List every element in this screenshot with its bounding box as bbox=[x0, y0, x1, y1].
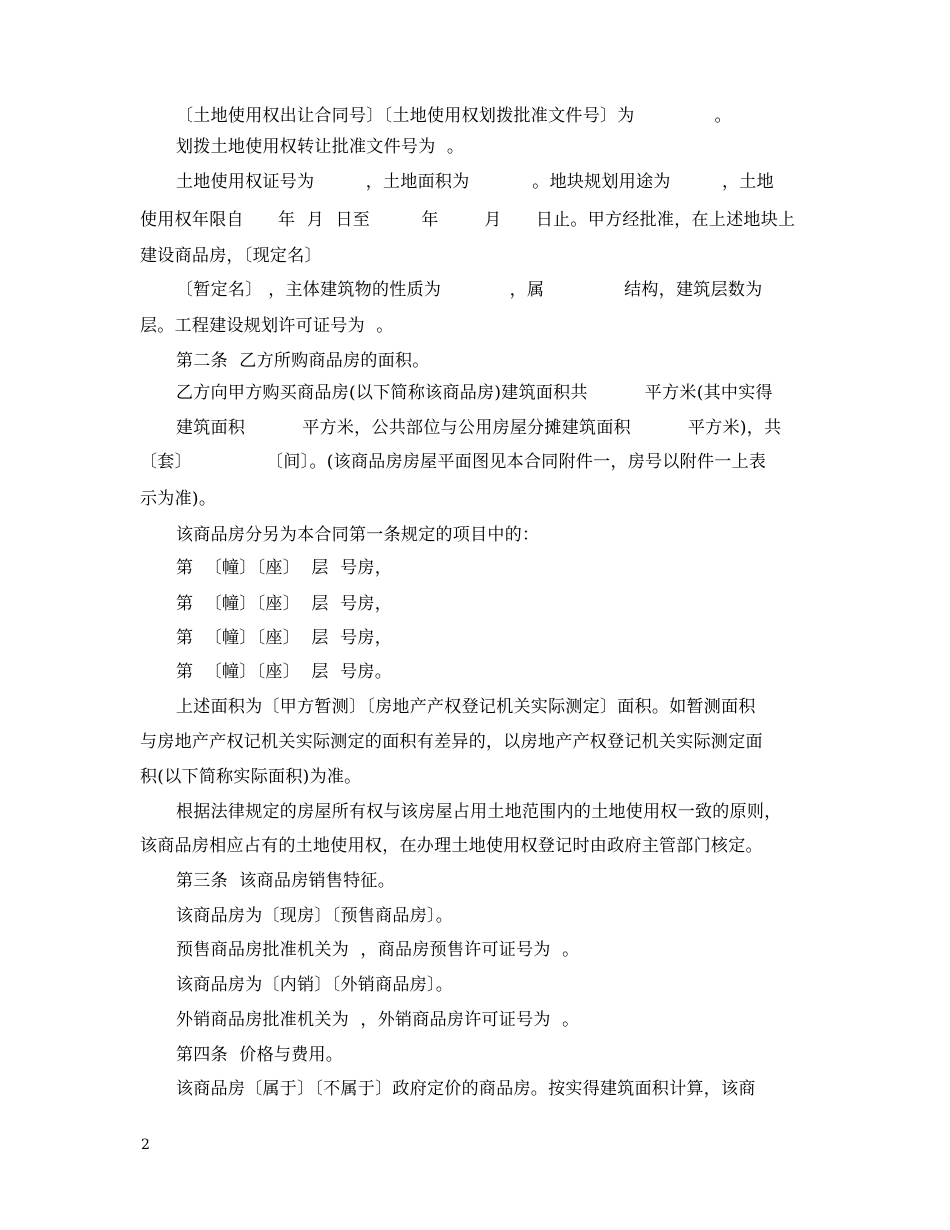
text-line: 〔套〕 〔间〕。(该商品房房屋平面图见本合同附件一，房号以附件一上表 bbox=[140, 452, 767, 472]
text-line: 使用权年限自 年 月 日至 年 月 日止。甲方经批准，在上述地块上 bbox=[140, 210, 796, 230]
text-line: 建筑面积 平方米，公共部位与公用房屋分摊建筑面积 平方米)，共 bbox=[176, 418, 782, 438]
text-line: 积(以下简称实际面积)为准。 bbox=[140, 767, 362, 787]
text-line: 上述面积为〔甲方暂测〕〔房地产产权登记机关实际测定〕面积。如暂测面积 bbox=[176, 697, 756, 717]
text-line: 该商品房相应占有的土地使用权，在办理土地使用权登记时由政府主管部门核定。 bbox=[140, 836, 763, 856]
text-line: 示为准)。 bbox=[140, 489, 217, 509]
text-line: 土地使用权证号为 ，土地面积为 。地块规划用途为 ，土地 bbox=[176, 172, 774, 192]
text-line: 根据法律规定的房屋所有权与该房屋占用土地范围内的土地使用权一致的原则， bbox=[176, 802, 782, 822]
text-line: 第三条 该商品房销售特征。 bbox=[176, 871, 396, 891]
text-line: 第 〔幢〕〔座〕 层 号房， bbox=[176, 558, 393, 578]
text-line: 第 〔幢〕〔座〕 层 号房， bbox=[176, 594, 393, 614]
text-line: 〔暂定名〕 ，主体建筑物的性质为 ，属 结构，建筑层数为 bbox=[176, 280, 763, 300]
text-line: 建设商品房，〔现定名〕 bbox=[140, 246, 322, 266]
text-line: 第 〔幢〕〔座〕 层 号房， bbox=[176, 628, 393, 648]
text-line: 该商品房为〔现房〕〔预售商品房〕。 bbox=[176, 906, 454, 926]
text-line: 乙方向甲方购买商品房(以下简称该商品房)建筑面积共 平方米(其中实得 bbox=[176, 383, 773, 403]
text-line: 第二条 乙方所购商品房的面积。 bbox=[176, 351, 430, 371]
page-number: 2 bbox=[141, 1137, 150, 1153]
text-line: 层。工程建设规划许可证号为 。 bbox=[140, 316, 394, 336]
text-line: 该商品房分另为本合同第一条规定的项目中的： bbox=[176, 525, 540, 545]
text-line: 第四条 价格与费用。 bbox=[176, 1045, 344, 1065]
text-line: 该商品房〔属于〕〔不属于〕政府定价的商品房。按实得建筑面积计算，该商 bbox=[176, 1079, 756, 1099]
text-line: 与房地产产权记机关实际测定的面积有差异的，以房地产产权登记机关实际测定面 bbox=[140, 732, 763, 752]
text-line: 第 〔幢〕〔座〕 层 号房。 bbox=[176, 662, 393, 682]
text-line: 外销商品房批准机关为 ，外销商品房许可证号为 。 bbox=[176, 1010, 580, 1030]
text-line: 预售商品房批准机关为 ，商品房预售许可证号为 。 bbox=[176, 940, 580, 960]
text-line: 〔土地使用权出让合同号〕〔土地使用权划拨批准文件号〕为 。 bbox=[176, 106, 732, 126]
text-line: 划拨土地使用权转让批准文件号为 。 bbox=[176, 137, 465, 157]
text-line: 该商品房为〔内销〕〔外销商品房〕。 bbox=[176, 975, 454, 995]
